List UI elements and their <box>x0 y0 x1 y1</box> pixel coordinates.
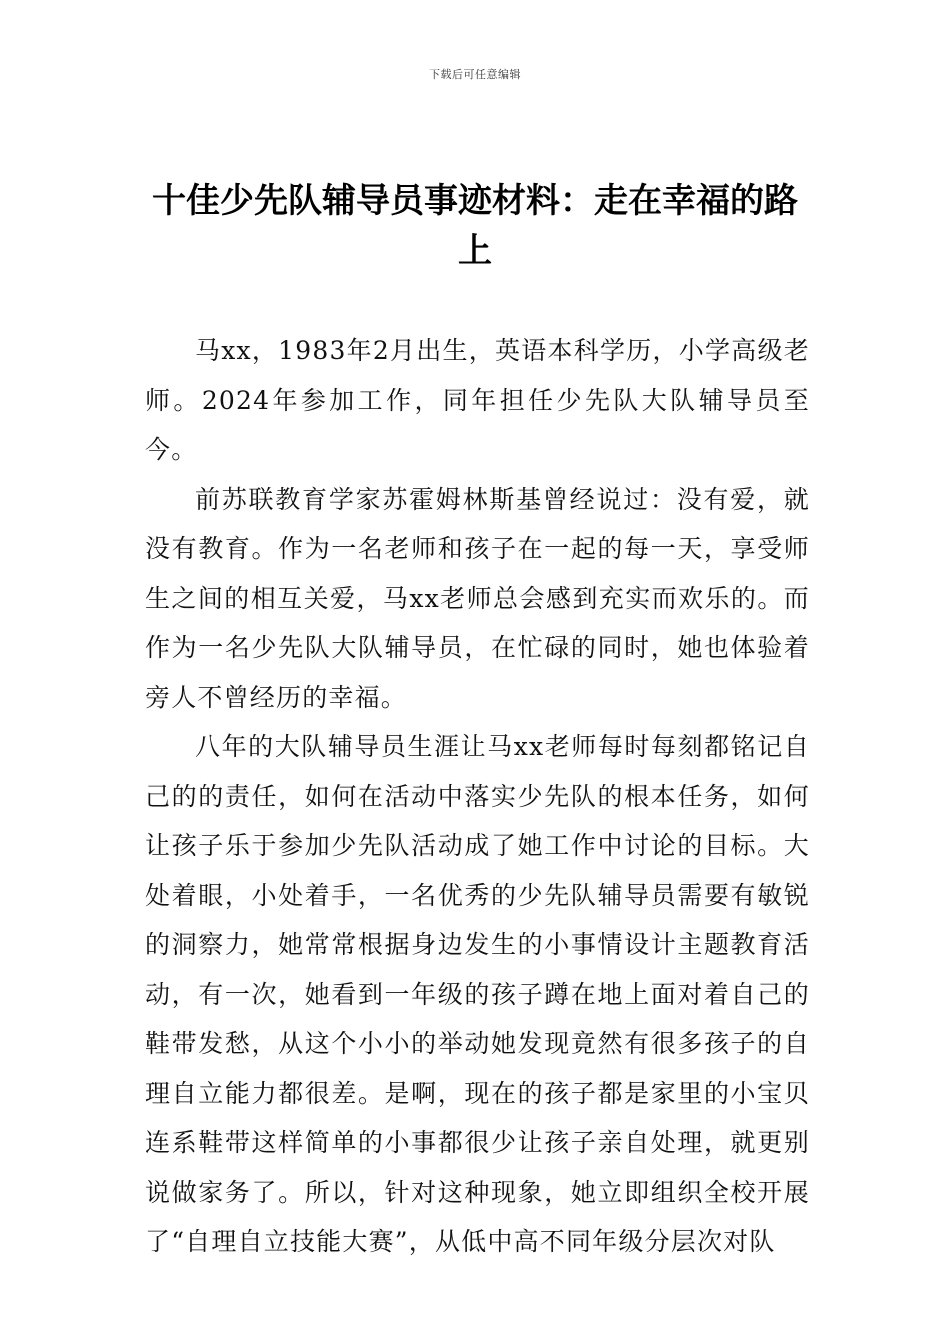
paragraph-3: 八年的大队辅导员生涯让马xx老师每时每刻都铭记自己的的责任，如何在活动中落实少先队的根本任务，如何让孩子乐于参加少先队活动成了她工作中讨论的目标。大处着眼，小处着手，一名优秀的少先队辅导员需要有敏锐的洞察力，她常常根据身边发生的小事情设计主题教育活动，有一次，她看到一年级的孩子蹲在地上面对着自己的鞋带发愁，从这个小小的举动她发现竟然有很多孩子的自理自立能力都很差。是啊，现在的孩子都是家里的小宝贝连系鞋带这样简单的小事都很少让孩子亲自处理，就更别说做家务了。所以，针对这种现象，她立即组织全校开展了“自理自立技能大赛”，从低中高不同年级分层次对队 <box>145 732 810 1256</box>
header-note: 下载后可任意编辑 <box>429 68 521 81</box>
document-body <box>145 326 810 1267</box>
paragraph-1: 马xx，1983年2月出生，英语本科学历，小学高级老师。2024年参加工作，同年担任少先队大队辅导员至今。 <box>145 336 810 464</box>
document-title: 十佳少先队辅导员事迹材料：走在幸福的路上 <box>152 181 798 271</box>
paragraph-2: 前苏联教育学家苏霍姆林斯基曾经说过：没有爱，就没有教育。作为一名老师和孩子在一起的每一天，享受师生之间的相互关爱，马xx老师总会感到充实而欢乐的。而作为一名少先队大队辅导员，在忙碌的同时，她也体验着旁人不曾经历的幸福。 <box>145 484 810 712</box>
